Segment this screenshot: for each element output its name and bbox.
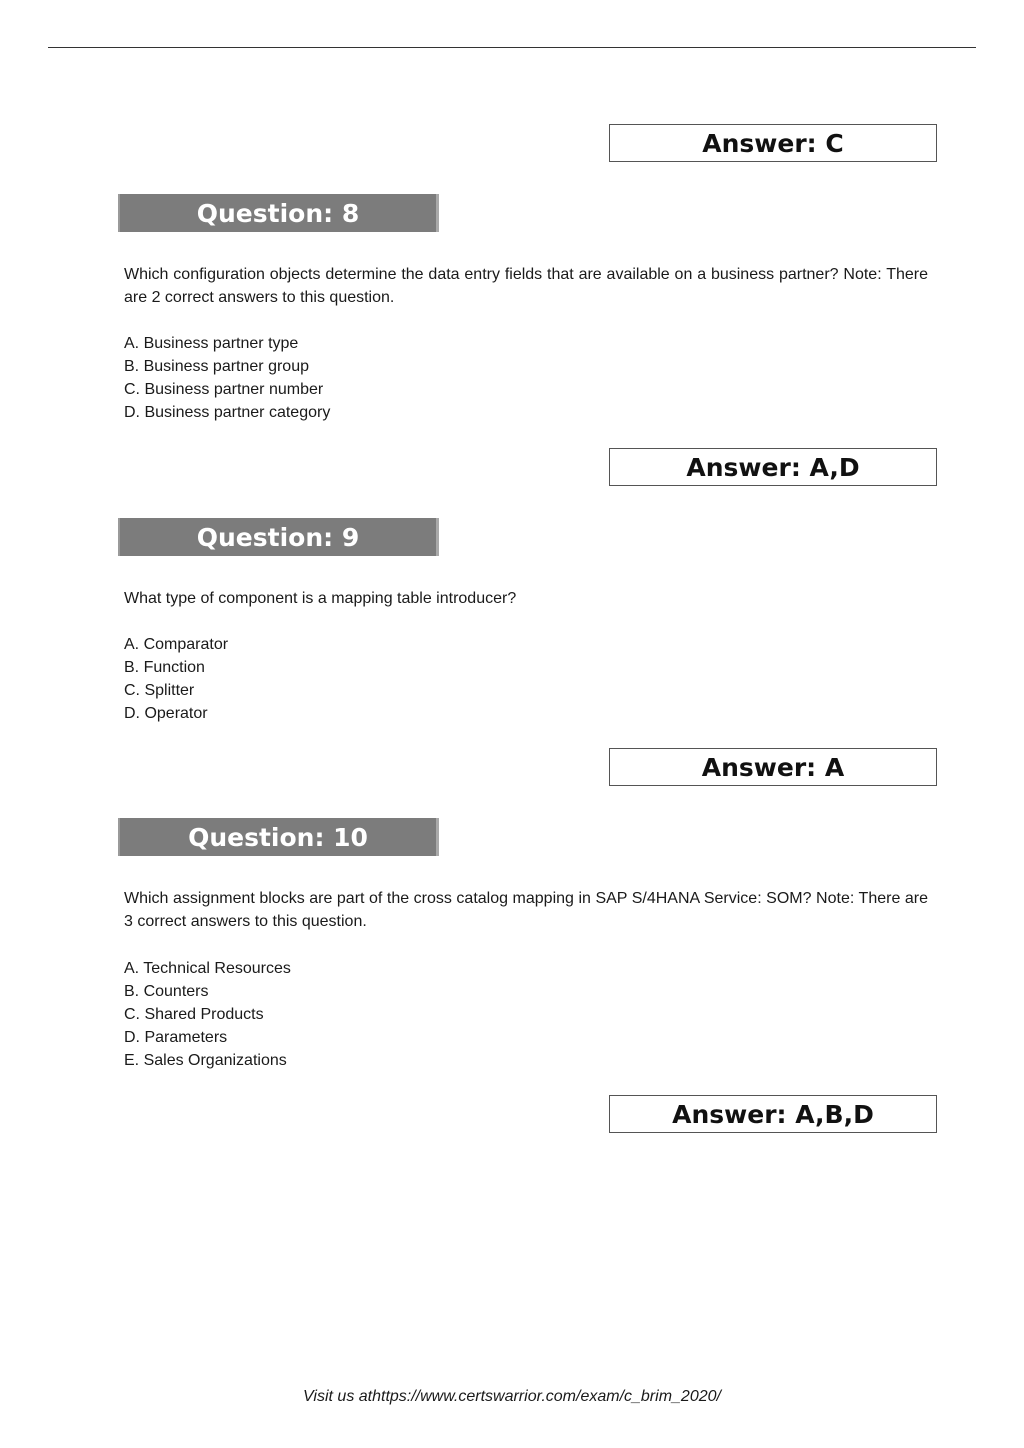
question-10-text: Which assignment blocks are part of the cross catalog mapping in SAP S/4HANA Service: SOM? Note: There are 3 correct answers to this question.: [124, 890, 928, 930]
answer-box-q10: Answer: A,B,D: [609, 1095, 937, 1133]
question-9-title: Question: 9: [118, 518, 439, 556]
answer-box-q9: Answer: A: [609, 748, 937, 786]
option-c: C. Business partner number: [124, 381, 324, 398]
option-b: B. Business partner group: [124, 358, 309, 375]
option-b: B. Function: [124, 659, 205, 676]
answer-box-q7: Answer: C: [609, 124, 937, 162]
question-8-text: Which configuration objects determine the data entry fields that are available on a business partner? Note: There are 2 correct answers to this question.: [124, 266, 928, 306]
question-8-options: [124, 332, 724, 424]
option-a: A. Comparator: [124, 636, 229, 653]
answer-box-q8: Answer: A,D: [609, 448, 937, 486]
option-e: E. Sales Organizations: [124, 1052, 287, 1069]
option-d: D. Parameters: [124, 1029, 228, 1046]
option-b: B. Counters: [124, 983, 209, 1000]
option-c: C. Shared Products: [124, 1006, 264, 1023]
footer-link-text[interactable]: Visit us athttps://www.certswarrior.com/exam/c_brim_2020/: [303, 1388, 721, 1405]
question-9-text: What type of component is a mapping table introducer?: [124, 590, 517, 607]
option-d: D. Business partner category: [124, 404, 331, 421]
top-divider: [48, 47, 976, 48]
option-a: A. Technical Resources: [124, 960, 291, 977]
question-10-options: [124, 957, 724, 1072]
option-c: C. Splitter: [124, 682, 195, 699]
option-d: D. Operator: [124, 705, 208, 722]
question-10-title: Question: 10: [118, 818, 439, 856]
question-9-options: [124, 633, 724, 725]
question-8-title: Question: 8: [118, 194, 439, 232]
option-a: A. Business partner type: [124, 335, 299, 352]
